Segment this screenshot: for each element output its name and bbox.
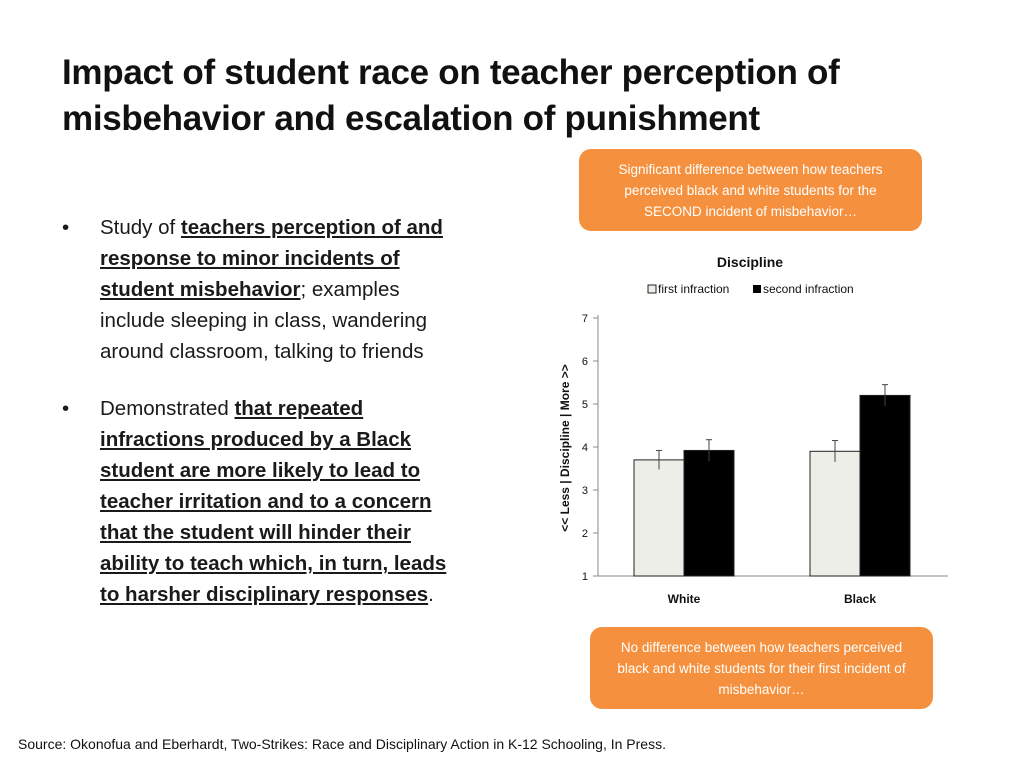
x-category-label: White <box>667 592 701 606</box>
source-citation: Source: Okonofua and Eberhardt, Two-Strikes: Race and Disciplinary Action in K-12 Schooling, In Press. <box>18 736 666 752</box>
bar-second-infraction-black <box>860 395 910 576</box>
legend-swatch-second <box>753 285 761 293</box>
bullet-emphasis: that repeated infractions produced by a Black student are more likely to lead to teacher irritation and to a concern that the student will hinder their ability to teach which, in turn, leads to harsher disciplinary responses <box>100 397 447 606</box>
bullet-suffix: . <box>428 583 434 606</box>
legend-swatch-first <box>648 285 656 293</box>
bullet-text <box>100 397 446 606</box>
callout-second-incident: Significant difference between how teachers perceived black and white students for the SECOND incident of misbehavior… <box>579 149 922 231</box>
bullet-prefix: Demonstrated <box>100 397 235 420</box>
bullet-text <box>100 216 443 363</box>
x-category-label: Black <box>843 592 877 606</box>
bar-second-infraction-white <box>684 450 734 576</box>
y-tick-label: 5 <box>581 399 588 411</box>
chart-legend <box>648 282 854 296</box>
bullet-prefix: Study of <box>100 216 181 239</box>
bullet-emphasis: teachers perception of and response to minor incidents of student misbehavior <box>100 216 443 301</box>
callout-first-incident: No difference between how teachers perceived black and white students for their first incident of misbehavior… <box>590 627 933 709</box>
legend-label-first: first infraction <box>658 282 730 296</box>
bar-first-infraction-black <box>810 451 860 576</box>
bullet-item <box>62 212 462 367</box>
bullet-suffix: ; examples include sleeping in class, wandering around classroom, talking to friends <box>100 278 428 363</box>
legend-label-second: second infraction <box>763 282 854 296</box>
y-tick-label: 2 <box>581 528 588 540</box>
y-axis-label: << Less | Discipline | More >> <box>558 364 572 532</box>
y-tick-label: 3 <box>581 485 588 497</box>
bullet-list <box>62 212 462 636</box>
discipline-bar-chart <box>548 243 958 618</box>
bullet-item <box>62 393 462 610</box>
bar-first-infraction-white <box>634 460 684 576</box>
bullet-marker: • <box>62 216 70 239</box>
y-tick-label: 7 <box>581 313 588 325</box>
y-tick-label: 4 <box>581 442 588 454</box>
bullet-marker: • <box>62 397 70 420</box>
chart-title: Discipline <box>716 254 784 270</box>
y-tick-label: 6 <box>581 356 588 368</box>
plot-area <box>582 313 948 606</box>
y-tick-label: 1 <box>581 571 588 583</box>
slide-title: Impact of student race on teacher perception of misbehavior and escalation of punishment <box>62 53 840 138</box>
